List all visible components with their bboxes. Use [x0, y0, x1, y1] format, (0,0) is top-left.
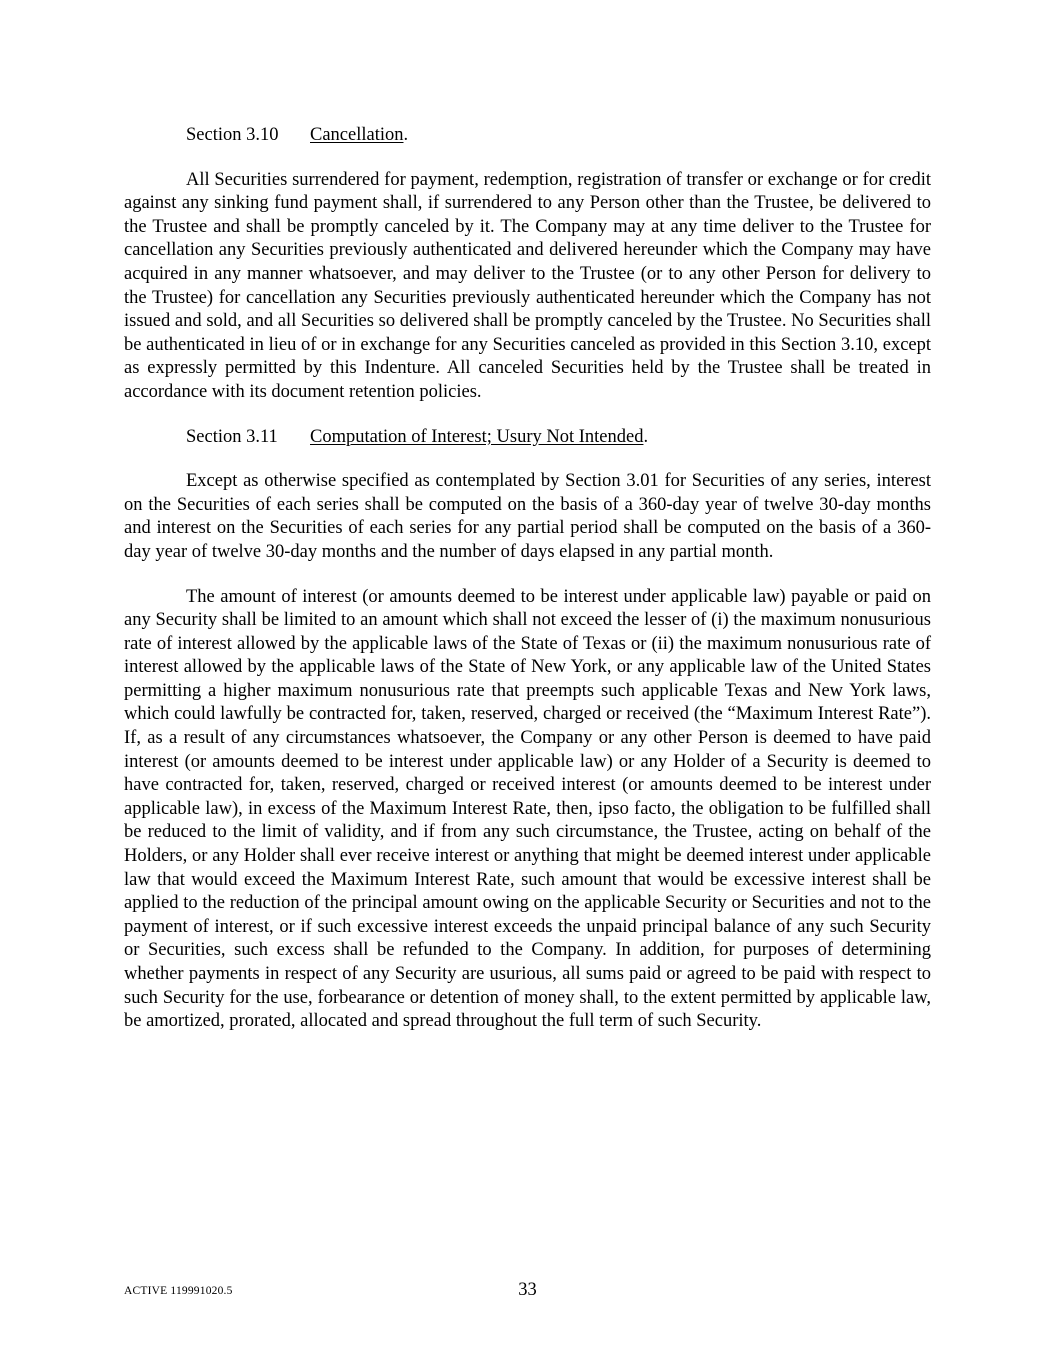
document-body: [124, 124, 931, 1055]
section-title: Cancellation: [310, 125, 404, 145]
footer-document-id: ACTIVE 119991020.5: [124, 1285, 233, 1297]
page-number: 33: [518, 1280, 537, 1300]
section-title: Computation of Interest; Usury Not Intended: [310, 426, 644, 447]
section-heading-3-10: [124, 124, 931, 148]
section-number: Section 3.10: [186, 125, 279, 145]
section-title-period: .: [403, 125, 409, 145]
section-heading-3-11: [124, 426, 931, 450]
paragraph-cancellation: All Securities surrendered for payment, redemption, registration of transfer or exchange or for credit against any sinking fund payment shall, if surrendered to any Person other than the Trustee, be delivered to the Trustee and shall be promptly canceled by it. The Company may at any time deliver to the Trustee for cancellation any Securities previously authenticated and delivered hereunder which the Company may have acquired in any manner whatsoever, and may deliver to the Trustee (or to any other Person for delivery to the Trustee) for cancellation any Securities previously authenticated hereunder which the Company has not issued and sold, and all Securities so delivered shall be promptly canceled by the Trustee. No Securities shall be authenticated in lieu of or in exchange for any Securities canceled as provided in this Section 3.10, except as expressly permitted by this Indenture. All canceled Securities held by the Trustee shall be treated in accordance with its document retention policies.: [124, 169, 931, 402]
paragraph-usury: The amount of interest (or amounts deemed to be interest under applicable law) payable or paid on any Security shall be limited to an amount which shall not exceed the lesser of (i) the maximum nonusurious rate of interest allowed by the applicable laws of the State of Texas or (ii) the maximum nonusurious rate of interest allowed by the applicable laws of the State of New York, or any applicable law of the United States permitting a higher maximum nonusurious rate that preempts such applicable Texas and New York laws, which could lawfully be contracted for, taken, reserved, charged or received (the “Maximum Interest Rate”). If, as a result of any circumstances whatsoever, the Company or any other Person is deemed to have paid interest (or amounts deemed to be interest under applicable law) or any Holder of a Security is deemed to have contracted for, taken, reserved, charged or received interest (or amounts deemed to be interest under applicable law), in excess of the Maximum Interest Rate, then, ipso facto, the obligation to be fulfilled shall be reduced to the limit of validity, and if from any such circumstance, the Trustee, acting on behalf of the Holders, or any Holder shall ever receive interest or anything that might be deemed interest under applicable law that would exceed the Maximum Interest Rate, such amount that would be excessive interest shall be applied to the reduction of the principal amount owing on the applicable Security or Securities and not to the payment of interest, or if such excessive interest exceeds the unpaid principal balance of any such Security or Securities, such excess shall be refunded to the Company. In addition, for purposes of determining whether payments in respect of any Security are usurious, all sums paid or agreed to be paid with respect to such Security for the use, forbearance or detention of money shall, to the extent permitted by applicable law, be amortized, prorated, allocated and spread throughout the full term of such Security.: [124, 586, 931, 1032]
section-number: Section 3.11: [186, 426, 278, 447]
section-title-period: .: [643, 426, 649, 447]
paragraph-interest-computation: Except as otherwise specified as contemplated by Section 3.01 for Securities of any series, interest on the Securities of each series shall be computed on the basis of a 360-day year of twelve 30-day months and interest on the Securities of each series for any partial period shall be computed on the basis of a 360-day year of twelve 30-day months and the number of days elapsed in any partial month.: [124, 471, 931, 562]
